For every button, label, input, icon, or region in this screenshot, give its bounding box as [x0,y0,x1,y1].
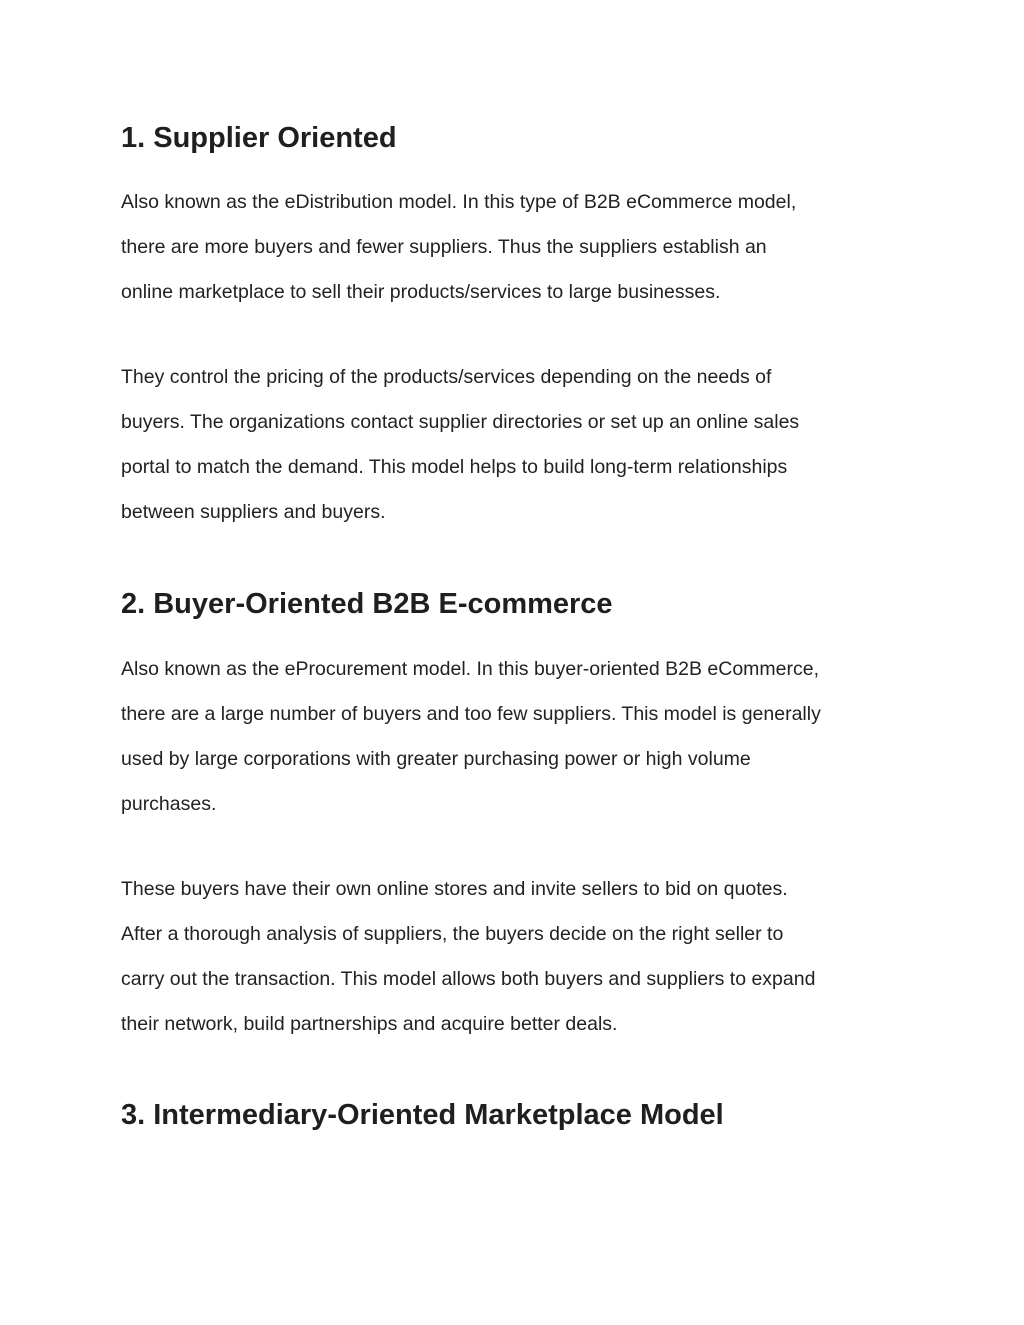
section-1-paragraph-2 [121,355,921,535]
section-2-paragraph-2 [121,867,921,1047]
paragraph-line: their network, build partnerships and acquire better deals. [121,1013,618,1035]
paragraph-line: portal to match the demand. This model helps to build long-term relationships [121,456,788,478]
paragraph-line: These buyers have their own online stores and invite sellers to bid on quotes. [121,878,788,900]
section-1-paragraph-1 [121,180,921,315]
paragraph-line: there are a large number of buyers and too few suppliers. This model is generally [121,703,821,725]
paragraph-line: They control the pricing of the products/services depending on the needs of [121,366,772,388]
paragraph-line: Also known as the eDistribution model. In this type of B2B eCommerce model, [121,191,797,213]
section-2-heading: 2. Buyer-Oriented B2B E-commerce [121,588,613,620]
paragraph-line: online marketplace to sell their products/services to large businesses. [121,281,721,303]
paragraph-line: carry out the transaction. This model allows both buyers and suppliers to expand [121,968,816,990]
paragraph-line: After a thorough analysis of suppliers, the buyers decide on the right seller to [121,923,784,945]
paragraph-line: there are more buyers and fewer suppliers. Thus the suppliers establish an [121,236,767,258]
paragraph-line: used by large corporations with greater purchasing power or high volume [121,748,751,770]
paragraph-line: purchases. [121,793,217,815]
paragraph-line: between suppliers and buyers. [121,501,386,523]
section-1-heading: 1. Supplier Oriented [121,122,397,154]
section-2-paragraph-1 [121,647,921,827]
section-3-heading: 3. Intermediary-Oriented Marketplace Model [121,1099,724,1131]
paragraph-line: buyers. The organizations contact supplier directories or set up an online sales [121,411,800,433]
paragraph-line: Also known as the eProcurement model. In this buyer-oriented B2B eCommerce, [121,658,820,680]
